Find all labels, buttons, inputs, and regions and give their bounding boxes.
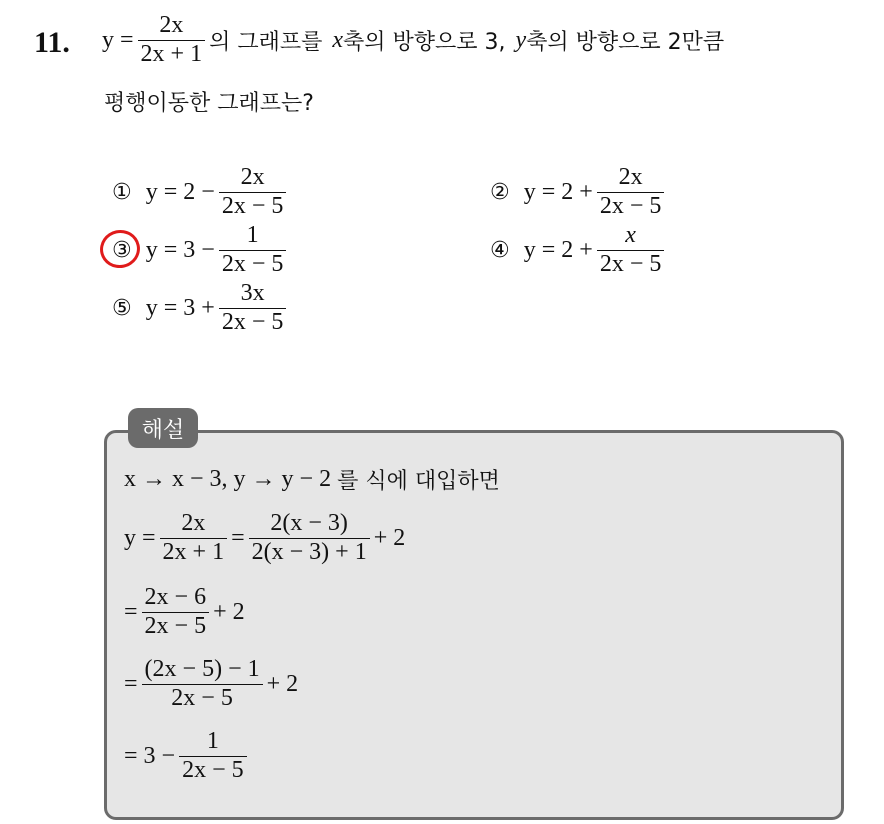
choice-mark-text: ③	[112, 237, 132, 263]
step3-denominator: 2x − 5	[171, 684, 233, 711]
step1-denominator-a: 2x + 1	[162, 538, 225, 565]
substitution-math: x → x − 3, y → y − 2	[124, 466, 332, 492]
answer-circle-icon	[96, 226, 143, 271]
choice-denominator: 2x − 5	[599, 192, 662, 219]
choice-mark: ⑤	[112, 295, 132, 321]
choice-lhs: y = 3 −	[145, 236, 215, 263]
step1-fraction-b	[249, 510, 370, 567]
choice-1[interactable]	[112, 164, 290, 221]
choice-fraction	[219, 280, 287, 337]
axis-y-label: y	[515, 26, 527, 53]
function-lhs: y =	[102, 26, 134, 53]
step2-lhs: =	[124, 598, 138, 625]
function-denominator: 2x + 1	[140, 40, 203, 67]
solution-step-4	[124, 728, 251, 785]
step3-numerator: (2x − 5) − 1	[144, 656, 260, 682]
choice-denominator: 2x − 5	[599, 250, 662, 277]
step2-denominator: 2x − 5	[144, 612, 207, 639]
choice-numerator: 2x	[240, 164, 265, 190]
step1-numerator-b: 2(x − 3)	[270, 510, 348, 536]
question-text-b: 축의 방향으로 3,	[343, 29, 506, 55]
step1-fraction-a	[160, 510, 228, 567]
choice-mark: ①	[112, 179, 132, 205]
question-text-c: 축의 방향으로 2만큼	[526, 29, 725, 55]
step4-numerator: 1	[206, 728, 219, 754]
choice-numerator: 2x	[618, 164, 643, 190]
step1-equals: =	[231, 524, 245, 551]
choice-denominator: 2x − 5	[221, 250, 284, 277]
choice-numerator: 1	[246, 222, 259, 248]
choice-4[interactable]	[490, 222, 668, 279]
choice-mark-selected	[112, 238, 132, 263]
solution-step-3	[124, 656, 298, 713]
substitution-text: 를 식에 대입하면	[337, 469, 500, 494]
choice-fraction	[597, 164, 665, 221]
choice-fraction	[597, 222, 665, 279]
choice-lhs: y = 2 −	[145, 178, 215, 205]
question-text-a: 의 그래프를	[209, 29, 323, 55]
solution-step-0	[124, 464, 500, 495]
axis-x-label: x	[332, 26, 344, 53]
function-numerator: 2x	[159, 12, 184, 38]
step1-numerator-a: 2x	[181, 510, 206, 536]
choice-3[interactable]	[112, 222, 290, 279]
step4-fraction	[179, 728, 247, 785]
choice-numerator: x	[625, 222, 636, 248]
function-fraction	[138, 12, 206, 69]
step4-denominator: 2x − 5	[182, 756, 244, 783]
step1-tail: + 2	[373, 524, 406, 551]
choice-lhs: y = 2 +	[523, 236, 593, 263]
choice-fraction	[219, 222, 287, 279]
solution-step-1	[124, 510, 405, 567]
choice-numerator: 3x	[240, 280, 265, 306]
solution-tag: 해설	[128, 408, 198, 448]
choice-2[interactable]	[490, 164, 668, 221]
step3-fraction	[142, 656, 263, 713]
step1-lhs: y =	[124, 524, 156, 551]
choice-mark: ②	[490, 179, 510, 205]
choice-denominator: 2x − 5	[221, 192, 284, 219]
choice-mark: ④	[490, 237, 510, 263]
choice-5[interactable]	[112, 280, 290, 337]
question-number: 11.	[34, 26, 70, 59]
question-line-2: 평행이동한 그래프는?	[104, 91, 314, 116]
solution-step-2	[124, 584, 245, 641]
step2-numerator: 2x − 6	[144, 584, 207, 610]
choice-lhs: y = 2 +	[523, 178, 593, 205]
step3-lhs: =	[124, 670, 138, 697]
step4-lhs: = 3 −	[124, 742, 176, 769]
step2-tail: + 2	[213, 598, 245, 625]
choice-denominator: 2x − 5	[221, 308, 284, 335]
step2-fraction	[142, 584, 210, 641]
choice-lhs: y = 3 +	[145, 294, 215, 321]
step1-denominator-b: 2(x − 3) + 1	[251, 538, 367, 565]
question-line-1	[102, 12, 724, 69]
choice-fraction	[219, 164, 287, 221]
step3-tail: + 2	[266, 670, 299, 697]
